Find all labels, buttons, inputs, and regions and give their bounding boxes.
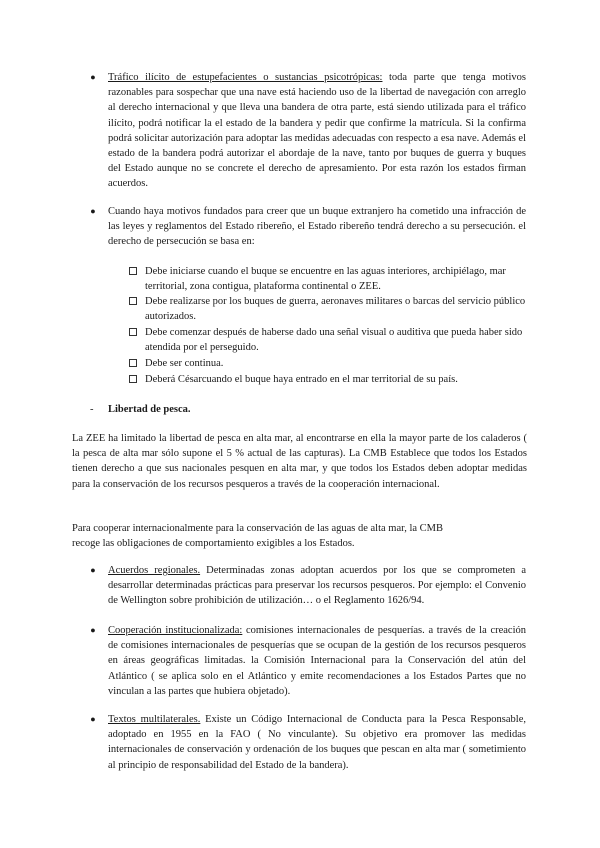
paragraph-zee: La ZEE ha limitado la libertad de pesca en alta mar, al encontrarse en ella la mayor parte de los caladeros ( la pesca de alta mar sólo supone el 5 % actual de las capturas). La CMB Establece que todos los Estados tienen derecho a que sus nacionales pesquen en alta mar, y que todos los Estados deben adoptar medidas para la conservación de los recursos pesqueros a través de la cooperación internacional. bbox=[72, 433, 527, 490]
bullet-dot: ● bbox=[90, 206, 96, 216]
checklist-text: Debe realizarse por los buques de guerra, aeronaves militares o barcas del servicio público autorizados. bbox=[145, 296, 526, 323]
bullet-text: Cuando haya motivos fundados para creer que un buque extranjero ha cometido una infracción de las leyes y reglamentos del Estado ribereño, el Estado ribereño tendrá derecho a su persecución. el derecho de persecución se basa en: bbox=[108, 206, 526, 248]
bullet-persecucion bbox=[90, 204, 526, 250]
checkbox-icon bbox=[129, 267, 137, 275]
checklist-item bbox=[145, 356, 527, 371]
bullet-dot: ● bbox=[90, 625, 96, 635]
bullet-textos bbox=[90, 712, 526, 773]
checkbox-icon bbox=[129, 359, 137, 367]
checklist-text: Debe iniciarse cuando el buque se encuentre en las aguas interiores, archipiélago, mar territorial, zona contigua, plataforma continental o ZEE. bbox=[145, 266, 506, 293]
bullet-dot: ● bbox=[90, 565, 96, 575]
bullet-title: Cooperación institucionalizada: bbox=[108, 625, 243, 636]
checklist-text: Debe ser continua. bbox=[145, 358, 224, 369]
bullet-cooperacion bbox=[90, 623, 526, 699]
paragraph-line: Para cooperar internacionalmente para la conservación de las aguas de alta mar, la CMB bbox=[72, 523, 444, 534]
checkbox-icon bbox=[129, 328, 137, 336]
checklist-item bbox=[145, 264, 527, 294]
checklist-item bbox=[145, 325, 527, 355]
bullet-dot: ● bbox=[90, 72, 96, 82]
bullet-trafico bbox=[90, 70, 526, 192]
checklist-text: Debe comenzar después de haberse dado una señal visual o auditiva que pueda haber sido atendida por el perseguido. bbox=[145, 327, 523, 354]
bullet-text: toda parte que tenga motivos razonables para sospechar que una nave está haciendo uso de la libertad de navegación con arreglo al derecho internacional y que lleva una bandera de otra parte, está siendo utilizada para el tráfico ilícito, podrá notificar la el estado de la bandera y pedir que confirme la matrícula. Si la confirma podrá solicitar autorización para adoptar las medidas adecuadas con respecto a esa nave. Además el estado de la bandera podrá autorizar el abordaje de la nave, tanto por buques de guerra y buques del Estado aunque no se concrete el derecho de apresamiento. Por esta razón los estados firman acuerdos. bbox=[108, 72, 526, 190]
bullet-text: Existe un Código Internacional de Conducta para la Pesca Responsable, adoptado en 1955 en la FAO ( No vinculante). Su objetivo era promover las medidas internacionales de conservación y ordenación de los buques que pescan en alta mar ( sometimiento al principio de responsabilidad del Estado de la bandera). bbox=[108, 714, 526, 771]
bullet-text: comisiones internacionales de pesquerías. a través de la creación de comisiones internacionales de pesquerías que se ocupan de la gestión de los recursos pesqueros en áreas geográficas limitadas. la Comisión Internacional para la Conservación del atún del Atlántico ( se aplica solo en el Atlántico y emite recomendaciones a los Estados Partes que no vinculan a las partes que hubiera objetado). bbox=[108, 625, 526, 697]
checklist-item bbox=[145, 294, 527, 324]
checkbox-icon bbox=[129, 297, 137, 305]
bullet-dot: ● bbox=[90, 714, 96, 724]
bullet-title: Textos multilaterales. bbox=[108, 714, 201, 725]
section-dash: - bbox=[90, 404, 94, 415]
checkbox-icon bbox=[129, 375, 137, 383]
paragraph-line: recoge las obligaciones de comportamiento exigibles a los Estados. bbox=[72, 538, 355, 550]
bullet-acuerdos bbox=[90, 563, 526, 609]
paragraph-cooperar bbox=[72, 521, 527, 551]
bullet-text: Determinadas zonas adoptan acuerdos por los que se comprometen a desarrollar determinadas prácticas para preservar los recursos pesqueros. Por ejemplo: el Convenio de Wellington sobre prohibición de utilización… o el Reglamento 1626/94. bbox=[108, 565, 526, 607]
bullet-title: Acuerdos regionales. bbox=[108, 565, 201, 576]
section-heading: Libertad de pesca. bbox=[108, 404, 191, 415]
checklist-item bbox=[145, 372, 527, 387]
bullet-title: Tráfico ilícito de estupefacientes o sustancias psicotrópicas: bbox=[108, 72, 383, 83]
checklist-text: Deberá Césarcuando el buque haya entrado en el mar territorial de su país. bbox=[145, 374, 458, 385]
